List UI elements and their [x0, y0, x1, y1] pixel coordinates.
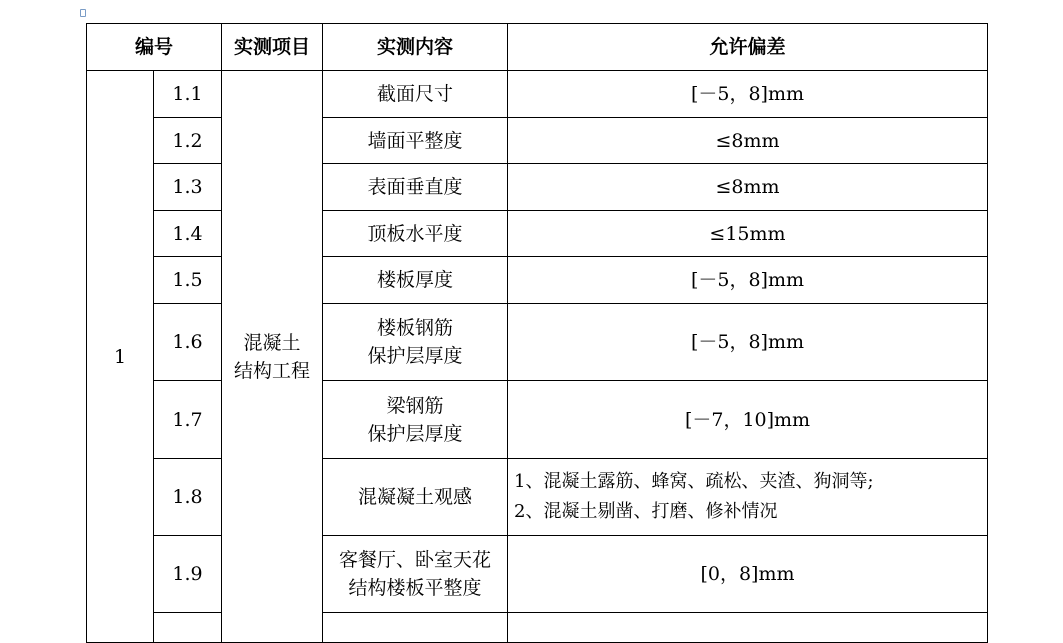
tolerance-line: 1、混凝土露筋、蜂窝、疏松、夹渣、狗洞等;	[514, 471, 874, 492]
content-cell	[323, 304, 508, 381]
sub-number: 1.2	[154, 118, 222, 164]
header-content: 实测内容	[323, 24, 508, 71]
sub-number	[154, 613, 222, 643]
sub-number: 1.8	[154, 459, 222, 536]
sub-number: 1.4	[154, 211, 222, 257]
sub-number: 1.9	[154, 536, 222, 613]
group-item	[222, 71, 323, 643]
sub-number: 1.7	[154, 381, 222, 459]
tolerance-cell: [－5，8]mm	[508, 257, 988, 304]
content-cell: 混凝凝土观感	[323, 459, 508, 536]
tolerance-cell: [－5，8]mm	[508, 304, 988, 381]
content-line: 梁钢筋	[386, 394, 444, 417]
content-cell: 楼板厚度	[323, 257, 508, 304]
content-cell: 截面尺寸	[323, 71, 508, 118]
group-number: 1	[87, 71, 154, 643]
inspection-table	[86, 23, 988, 643]
sub-number: 1.1	[154, 71, 222, 118]
content-line: 保护层厚度	[367, 345, 463, 367]
content-line: 保护层厚度	[367, 422, 463, 445]
header-row	[87, 24, 988, 71]
content-cell: 墙面平整度	[323, 118, 508, 164]
tolerance-cell: ≤15mm	[508, 211, 988, 257]
paragraph-anchor-icon	[80, 9, 86, 17]
tolerance-cell	[508, 613, 988, 643]
tolerance-cell	[508, 459, 988, 536]
sub-number: 1.6	[154, 304, 222, 381]
content-line: 结构楼板平整度	[348, 577, 482, 599]
content-cell: 表面垂直度	[323, 164, 508, 211]
tolerance-cell: [－5，8]mm	[508, 71, 988, 118]
content-line: 楼板钢筋	[376, 317, 453, 339]
content-cell	[323, 381, 508, 459]
tolerance-cell: [－7，10]mm	[508, 381, 988, 459]
group-item-line: 结构工程	[233, 359, 310, 382]
tolerance-cell: ≤8mm	[508, 118, 988, 164]
content-cell	[323, 536, 508, 613]
content-cell	[323, 613, 508, 643]
tolerance-line: 2、混凝土剔凿、打磨、修补情况	[514, 501, 778, 522]
group-item-line: 混凝土	[243, 331, 301, 354]
header-item: 实测项目	[222, 24, 323, 71]
table-row	[87, 71, 988, 118]
sub-number: 1.5	[154, 257, 222, 304]
header-tolerance: 允许偏差	[508, 24, 988, 71]
header-number: 编号	[87, 24, 222, 71]
tolerance-cell: ≤8mm	[508, 164, 988, 211]
tolerance-cell: [0，8]mm	[508, 536, 988, 613]
content-cell: 顶板水平度	[323, 211, 508, 257]
sub-number: 1.3	[154, 164, 222, 211]
content-line: 客餐厅、卧室天花	[338, 549, 491, 571]
